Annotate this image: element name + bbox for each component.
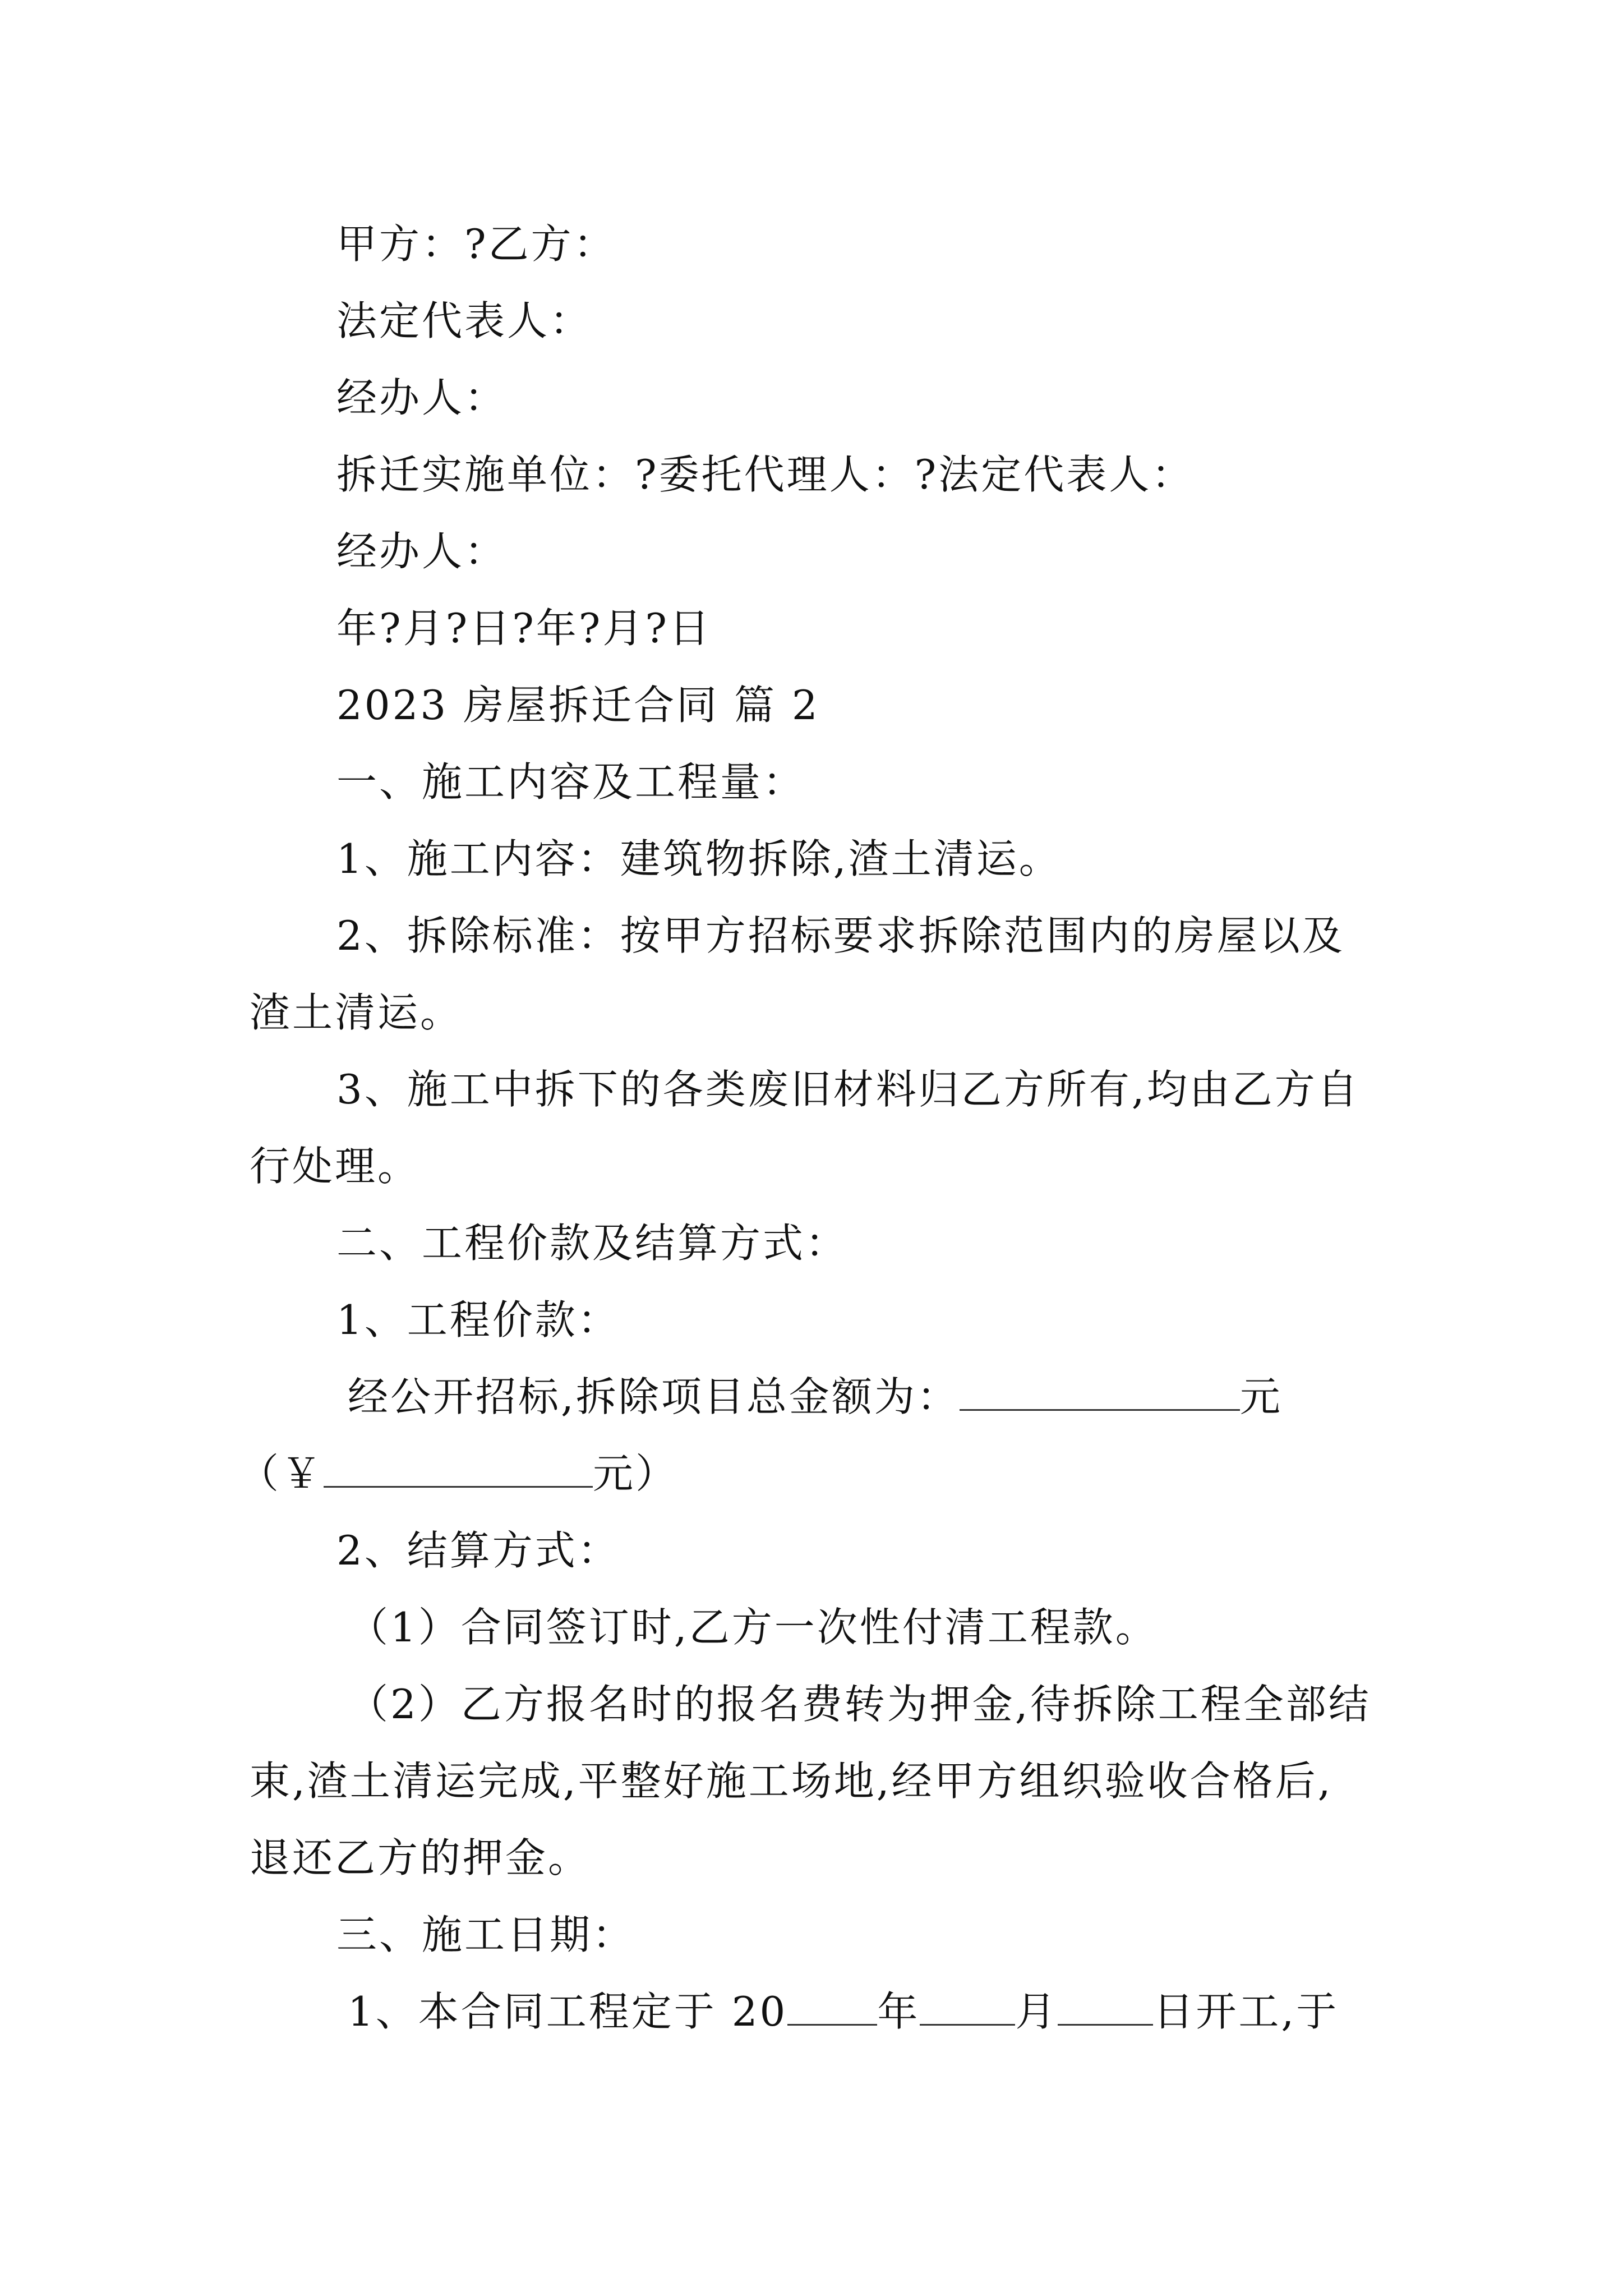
legal-rep-line: 法定代表人： [336, 297, 593, 344]
heading-two: 二、工程价款及结算方式： [336, 1220, 849, 1267]
item-waste-materials-cont: 行处理。 [250, 1143, 421, 1190]
heading-one: 一、施工内容及工程量： [336, 758, 806, 806]
start-date-line [348, 1984, 1492, 2040]
section-title: 2023 房屋拆迁合同 篇 2 [336, 682, 820, 729]
settlement-point-2-end: 退还乙方的押金。 [250, 1834, 591, 1881]
total-amount-line [348, 1369, 1492, 1425]
item-project-price: 1、工程价款： [336, 1296, 620, 1343]
amount-figure-prefix: （￥ [238, 1450, 324, 1497]
heading-three: 三、施工日期： [336, 1911, 635, 1958]
total-amount-label: 经公开招标,拆除项目总金额为： [348, 1373, 960, 1420]
handler-line-2: 经办人： [336, 528, 508, 575]
start-date-suffix: 日开工,于 [1153, 1988, 1339, 2035]
amount-figure-suffix: 元） [593, 1450, 679, 1497]
item-waste-materials: 3、施工中拆下的各类废旧材料归乙方所有,均由乙方自 [336, 1066, 1360, 1113]
handler-line: 经办人： [336, 374, 508, 421]
item-construction-content: 1、施工内容：建筑物拆除,渣土清运。 [336, 835, 1062, 882]
date-line: 年?月?日?年?月?日 [336, 605, 712, 652]
month-blank[interactable] [920, 1989, 1015, 2026]
amount-figure-blank[interactable] [324, 1451, 593, 1488]
party-line: 甲方：?乙方： [336, 220, 616, 268]
settlement-point-2-cont: 束,渣土清运完成,平整好施工场地,经甲方组织验收合格后, [250, 1757, 1333, 1805]
start-date-label: 1、本合同工程定于 20 [348, 1988, 788, 2035]
year-blank[interactable] [787, 1989, 877, 2026]
amount-blank[interactable] [960, 1374, 1240, 1411]
item-demolition-standard-cont: 渣土清运。 [250, 989, 463, 1036]
year-unit: 年 [877, 1988, 920, 2035]
day-blank[interactable] [1058, 1989, 1153, 2026]
item-demolition-standard: 2、拆除标准：按甲方招标要求拆除范围内的房屋以及 [336, 912, 1345, 959]
yuan-unit: 元 [1239, 1373, 1283, 1420]
settlement-point-1: （1）合同签订时,乙方一次性付清工程款。 [348, 1604, 1158, 1651]
month-unit: 月 [1015, 1988, 1058, 2035]
item-settlement: 2、结算方式： [336, 1527, 620, 1574]
amount-figure-line [238, 1446, 1382, 1502]
demolition-unit-line: 拆迁实施单位：?委托代理人：?法定代表人： [336, 451, 1195, 498]
settlement-point-2: （2）乙方报名时的报名费转为押金,待拆除工程全部结 [348, 1681, 1371, 1728]
